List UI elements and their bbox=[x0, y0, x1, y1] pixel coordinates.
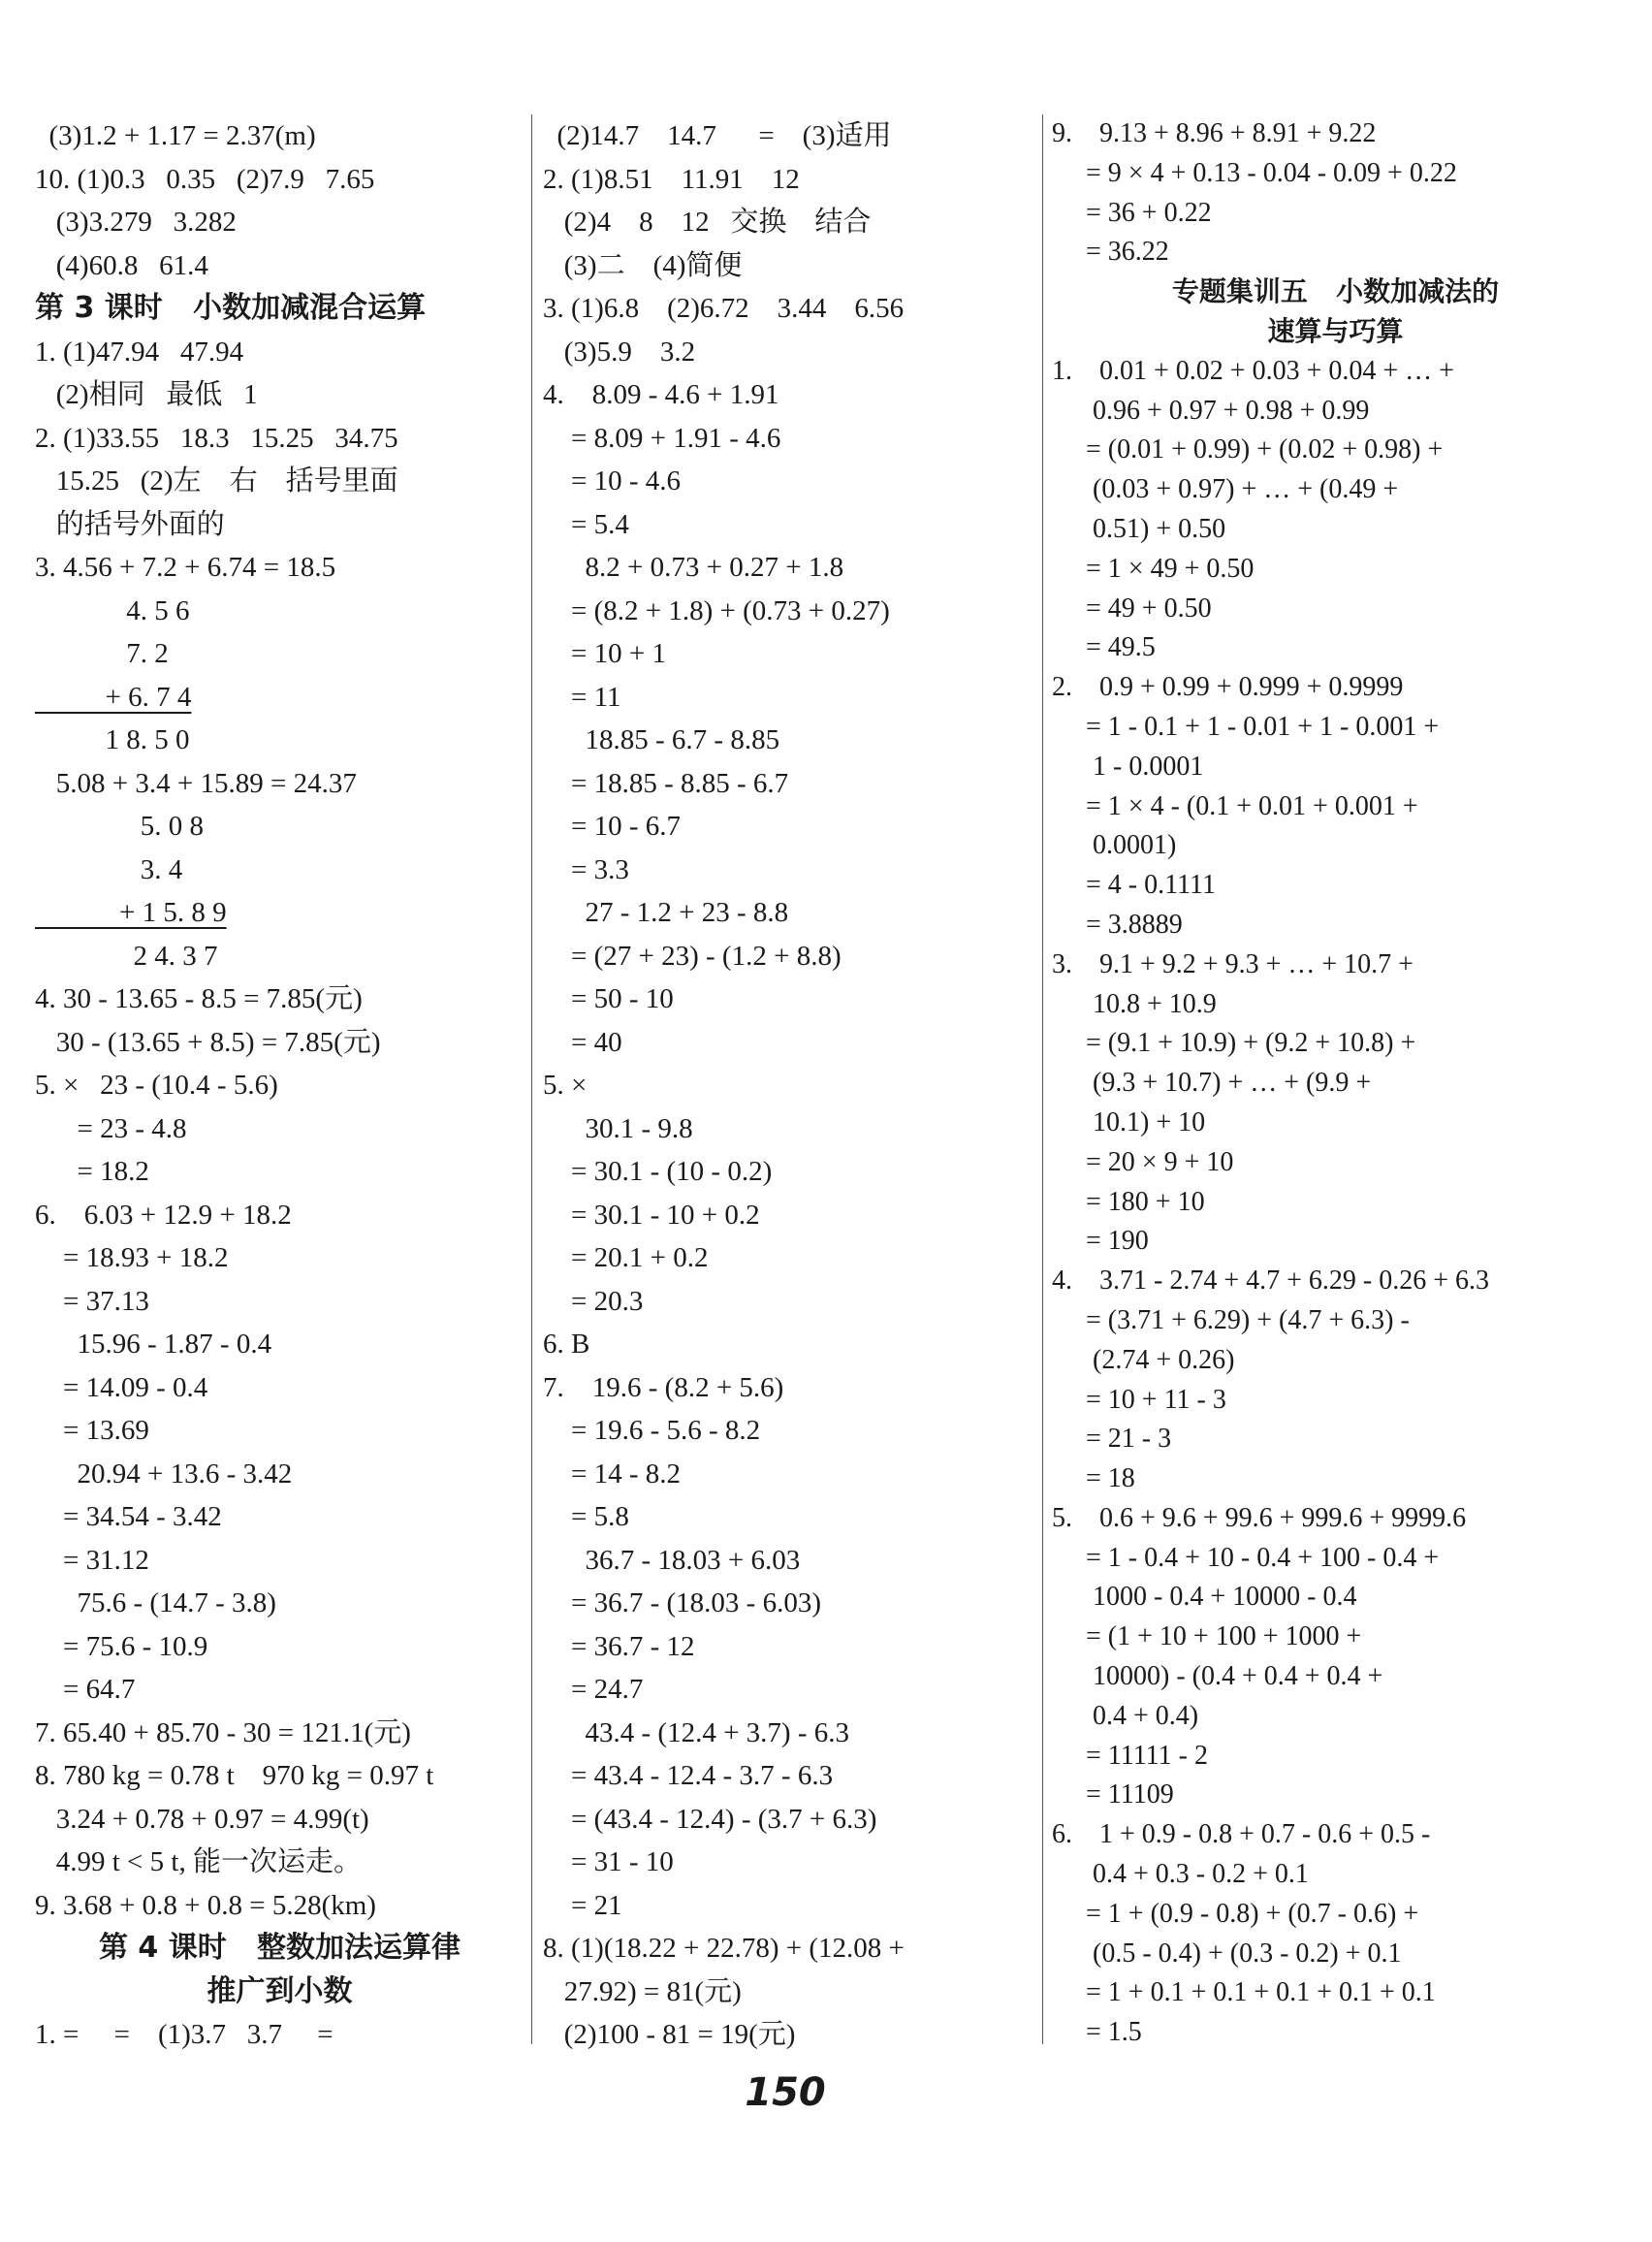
answer-line: (2)相同 最低 1 bbox=[35, 379, 258, 410]
answer-line: = 21 - 3 bbox=[1052, 1424, 1172, 1455]
answer-line: 的括号外面的 bbox=[35, 508, 225, 540]
answer-line: 3. 9.1 + 9.2 + 9.3 + … + 10.7 + bbox=[1052, 948, 1414, 979]
answer-line: = 20.3 bbox=[543, 1285, 644, 1317]
answer-line: = 1 - 0.4 + 10 - 0.4 + 100 - 0.4 + bbox=[1052, 1542, 1440, 1573]
answer-line: = 43.4 - 12.4 - 3.7 - 6.3 bbox=[543, 1760, 834, 1791]
answer-line: 0.0001) bbox=[1052, 830, 1177, 861]
answer-line: = 75.6 - 10.9 bbox=[35, 1630, 208, 1662]
answer-line: = 36.7 - (18.03 - 6.03) bbox=[543, 1587, 821, 1618]
answer-line: 15.25 (2)左 右 括号里面 bbox=[35, 465, 398, 496]
answer-line: (2)100 - 81 = 19(元) bbox=[543, 2019, 796, 2050]
answer-line: (9.3 + 10.7) + … + (9.9 + bbox=[1052, 1068, 1372, 1099]
answer-line: = 190 bbox=[1052, 1226, 1149, 1257]
answer-line: = 1 - 0.1 + 1 - 0.01 + 1 - 0.001 + bbox=[1052, 711, 1440, 742]
answer-line: = 5.4 bbox=[543, 508, 629, 540]
answer-line: 6. B bbox=[543, 1329, 590, 1360]
answer-line: 3. 4 bbox=[35, 853, 183, 885]
answer-column-1 bbox=[35, 114, 524, 2057]
answer-line: 75.6 - (14.7 - 3.8) bbox=[35, 1587, 276, 1618]
answer-line: 5. 0 8 bbox=[35, 811, 204, 842]
answer-line: 10.1) + 10 bbox=[1052, 1106, 1206, 1137]
answer-line: = 64.7 bbox=[35, 1674, 136, 1705]
answer-line: 27.92) = 81(元) bbox=[543, 1975, 742, 2007]
answer-line: (0.03 + 0.97) + … + (0.49 + bbox=[1052, 474, 1399, 505]
answer-line: = 11 bbox=[543, 681, 621, 713]
answer-line: 4. 3.71 - 2.74 + 4.7 + 6.29 - 0.26 + 6.3 bbox=[1052, 1265, 1490, 1297]
answer-line: 0.51) + 0.50 bbox=[1052, 513, 1226, 544]
answer-line: 5. × 23 - (10.4 - 5.6) bbox=[35, 1070, 278, 1101]
answer-line: = 1.5 bbox=[1052, 2017, 1142, 2048]
answer-line: 10000) - (0.4 + 0.4 + 0.4 + bbox=[1052, 1661, 1383, 1692]
answer-line: = (1 + 10 + 100 + 1000 + bbox=[1052, 1621, 1362, 1652]
answer-line: = (43.4 - 12.4) - (3.7 + 6.3) bbox=[543, 1803, 877, 1835]
answer-line: = 14.09 - 0.4 bbox=[35, 1371, 208, 1403]
answer-column-3 bbox=[1052, 114, 1619, 2053]
answer-line: = 36.7 - 12 bbox=[543, 1630, 695, 1662]
answer-line: 1 8. 5 0 bbox=[35, 724, 190, 755]
answer-line: (0.5 - 0.4) + (0.3 - 0.2) + 0.1 bbox=[1052, 1938, 1402, 1969]
answer-line: = 19.6 - 5.6 - 8.2 bbox=[543, 1415, 761, 1446]
answer-line: 7. 65.40 + 85.70 - 30 = 121.1(元) bbox=[35, 1716, 411, 1748]
answer-line: = 10 - 4.6 bbox=[543, 465, 682, 496]
answer-line: = 10 + 1 bbox=[543, 638, 666, 669]
answer-line: 2. (1)33.55 18.3 15.25 34.75 bbox=[35, 422, 398, 454]
answer-line: = 30.1 - 10 + 0.2 bbox=[543, 1199, 760, 1231]
column-divider-left bbox=[531, 114, 532, 2044]
answer-line: = 9 × 4 + 0.13 - 0.04 - 0.09 + 0.22 bbox=[1052, 157, 1457, 188]
page-number: 150 bbox=[745, 2070, 826, 2115]
answer-line: 3. 4.56 + 7.2 + 6.74 = 18.5 bbox=[35, 552, 336, 583]
answer-line: = 49 + 0.50 bbox=[1052, 593, 1212, 624]
answer-line: = 24.7 bbox=[543, 1674, 644, 1705]
answer-line: 6. 1 + 0.9 - 0.8 + 0.7 - 0.6 + 0.5 - bbox=[1052, 1819, 1431, 1850]
answer-line: = 1 + (0.9 - 0.8) + (0.7 - 0.6) + bbox=[1052, 1898, 1419, 1929]
answer-line: = 21 bbox=[543, 1889, 622, 1921]
answer-line: 9. 9.13 + 8.96 + 8.91 + 9.22 bbox=[1052, 118, 1377, 148]
answer-line: = 3.3 bbox=[543, 853, 629, 885]
answer-line: 0.96 + 0.97 + 0.98 + 0.99 bbox=[1052, 395, 1370, 426]
answer-line: 43.4 - (12.4 + 3.7) - 6.3 bbox=[543, 1716, 849, 1748]
answer-line: = 23 - 4.8 bbox=[35, 1112, 187, 1144]
answer-line: (2)14.7 14.7 = (3)适用 bbox=[543, 120, 892, 151]
answer-line: = 10 - 6.7 bbox=[543, 811, 682, 842]
answer-line: 10.8 + 10.9 bbox=[1052, 988, 1217, 1019]
answer-line: 5.08 + 3.4 + 15.89 = 24.37 bbox=[35, 767, 357, 799]
answer-line: = 3.8889 bbox=[1052, 909, 1183, 940]
answer-line: = 18.85 - 8.85 - 6.7 bbox=[543, 767, 789, 799]
answer-line: (2)4 8 12 交换 结合 bbox=[543, 207, 872, 238]
answer-line: = 8.09 + 1.91 - 4.6 bbox=[543, 422, 781, 454]
answer-line: 8.2 + 0.73 + 0.27 + 1.8 bbox=[543, 552, 844, 583]
answer-line: = 20.1 + 0.2 bbox=[543, 1242, 709, 1273]
answer-line: 8. (1)(18.22 + 22.78) + (12.08 + bbox=[543, 1933, 905, 1964]
answer-line: = 50 - 10 bbox=[543, 983, 674, 1014]
answer-line: = (8.2 + 1.8) + (0.73 + 0.27) bbox=[543, 594, 890, 626]
answer-line: + 6. 7 4 bbox=[35, 681, 192, 713]
answer-line: 30.1 - 9.8 bbox=[543, 1112, 693, 1144]
answer-line: 5. 0.6 + 9.6 + 99.6 + 999.6 + 9999.6 bbox=[1052, 1502, 1467, 1533]
answer-line: = 20 × 9 + 10 bbox=[1052, 1146, 1234, 1177]
answer-line: 7. 19.6 - (8.2 + 5.6) bbox=[543, 1371, 784, 1403]
answer-line: = 40 bbox=[543, 1026, 622, 1058]
answer-line: = 1 × 4 - (0.1 + 0.01 + 0.001 + bbox=[1052, 790, 1418, 821]
answer-line: 9. 3.68 + 0.8 + 0.8 = 5.28(km) bbox=[35, 1889, 376, 1921]
answer-line: 1. = = (1)3.7 3.7 = bbox=[35, 2019, 334, 2050]
answer-line: 2. (1)8.51 11.91 12 bbox=[543, 163, 800, 195]
answer-line: = 36.22 bbox=[1052, 237, 1169, 268]
answer-line: 4. 30 - 13.65 - 8.5 = 7.85(元) bbox=[35, 983, 363, 1014]
answer-line: 0.4 + 0.3 - 0.2 + 0.1 bbox=[1052, 1859, 1309, 1890]
answer-line: 10. (1)0.3 0.35 (2)7.9 7.65 bbox=[35, 163, 375, 195]
answer-line: = 18.93 + 18.2 bbox=[35, 1242, 229, 1273]
answer-line: (2.74 + 0.26) bbox=[1052, 1344, 1235, 1375]
answer-line: = 36 + 0.22 bbox=[1052, 197, 1212, 228]
answer-line: 4. 5 6 bbox=[35, 594, 190, 626]
answer-line: 0.4 + 0.4) bbox=[1052, 1700, 1199, 1731]
answer-line: = 1 + 0.1 + 0.1 + 0.1 + 0.1 + 0.1 bbox=[1052, 1977, 1436, 2008]
answer-line: = 31 - 10 bbox=[543, 1846, 674, 1877]
answer-line: = (27 + 23) - (1.2 + 8.8) bbox=[543, 940, 842, 972]
answer-line: 6. 6.03 + 12.9 + 18.2 bbox=[35, 1199, 292, 1231]
answer-line: 8. 780 kg = 0.78 t 970 kg = 0.97 t bbox=[35, 1760, 434, 1791]
answer-line: = 37.13 bbox=[35, 1285, 149, 1317]
answer-line: 7. 2 bbox=[35, 638, 169, 669]
answer-line: = 5.8 bbox=[543, 1501, 629, 1532]
answer-line: = (0.01 + 0.99) + (0.02 + 0.98) + bbox=[1052, 434, 1444, 465]
answer-line: (4)60.8 61.4 bbox=[35, 249, 208, 281]
answer-line: = 14 - 8.2 bbox=[543, 1457, 682, 1489]
answer-line: (3)1.2 + 1.17 = 2.37(m) bbox=[35, 120, 316, 151]
answer-line: = 18.2 bbox=[35, 1156, 149, 1187]
answer-line: 3. (1)6.8 (2)6.72 3.44 6.56 bbox=[543, 293, 905, 324]
answer-line: = 31.12 bbox=[35, 1544, 149, 1576]
answer-line: 1. (1)47.94 47.94 bbox=[35, 336, 244, 368]
section-heading: 速算与巧算 bbox=[1267, 314, 1404, 347]
answer-line: 2 4. 3 7 bbox=[35, 940, 218, 972]
answer-line: = 11109 bbox=[1052, 1779, 1174, 1810]
answer-line: (3)5.9 3.2 bbox=[543, 336, 696, 368]
section-heading: 第 4 课时 整数加法运算律 bbox=[98, 1931, 461, 1965]
answer-line: 2. 0.9 + 0.99 + 0.999 + 0.9999 bbox=[1052, 672, 1404, 703]
answer-line: = 18 bbox=[1052, 1463, 1135, 1494]
answer-line: 3.24 + 0.78 + 0.97 = 4.99(t) bbox=[35, 1803, 369, 1835]
answer-line: 36.7 - 18.03 + 6.03 bbox=[543, 1544, 801, 1576]
column-divider-right bbox=[1042, 114, 1043, 2044]
answer-line: (3)3.279 3.282 bbox=[35, 207, 237, 238]
answer-line: (3)二 (4)简便 bbox=[543, 249, 743, 281]
answer-line: 1. 0.01 + 0.02 + 0.03 + 0.04 + … + bbox=[1052, 355, 1454, 386]
answer-line: = 34.54 - 3.42 bbox=[35, 1501, 222, 1532]
section-heading: 专题集训五 小数加减法的 bbox=[1171, 275, 1500, 308]
section-heading: 第 3 课时 小数加减混合运算 bbox=[35, 291, 427, 325]
answer-line: 15.96 - 1.87 - 0.4 bbox=[35, 1329, 272, 1360]
answer-line: 30 - (13.65 + 8.5) = 7.85(元) bbox=[35, 1026, 381, 1058]
answer-line: = 13.69 bbox=[35, 1415, 149, 1446]
answer-line: 18.85 - 6.7 - 8.85 bbox=[543, 724, 780, 755]
answer-line: = 10 + 11 - 3 bbox=[1052, 1384, 1226, 1415]
answer-line: = 30.1 - (10 - 0.2) bbox=[543, 1156, 773, 1187]
answer-line: 4.99 t < 5 t, 能一次运走。 bbox=[35, 1846, 362, 1877]
answer-line: = 4 - 0.1111 bbox=[1052, 870, 1216, 901]
section-heading: 推广到小数 bbox=[206, 1973, 353, 2008]
answer-line: + 1 5. 8 9 bbox=[35, 897, 227, 928]
answer-line: 20.94 + 13.6 - 3.42 bbox=[35, 1457, 293, 1489]
answer-line: = 49.5 bbox=[1052, 632, 1156, 663]
answer-line: 5. × bbox=[543, 1070, 588, 1101]
answer-line: 1 - 0.0001 bbox=[1052, 751, 1204, 782]
answer-line: 4. 8.09 - 4.6 + 1.91 bbox=[543, 379, 779, 410]
answer-line: = 1 × 49 + 0.50 bbox=[1052, 553, 1255, 584]
answer-line: = (3.71 + 6.29) + (4.7 + 6.3) - bbox=[1052, 1304, 1410, 1335]
answer-line: 1000 - 0.4 + 10000 - 0.4 bbox=[1052, 1582, 1357, 1613]
answer-line: = 180 + 10 bbox=[1052, 1186, 1205, 1217]
answer-column-2 bbox=[543, 114, 1035, 2057]
answer-line: = (9.1 + 10.9) + (9.2 + 10.8) + bbox=[1052, 1028, 1416, 1059]
answer-line: 27 - 1.2 + 23 - 8.8 bbox=[543, 897, 789, 928]
answer-line: = 11111 - 2 bbox=[1052, 1740, 1208, 1771]
